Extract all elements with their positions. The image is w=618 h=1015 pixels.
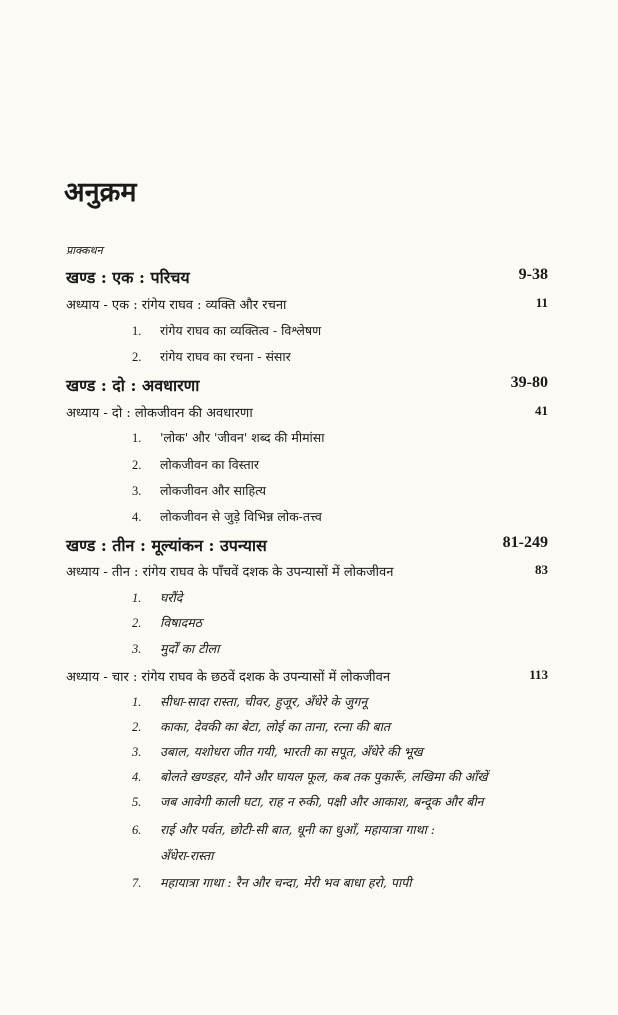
list-item-continuation: अँधेरा-रास्ता [160, 848, 214, 863]
chapter-title: अध्याय - एक : रांगेय राघव : व्यक्ति और रचना [66, 298, 287, 313]
page-number: 41 [535, 403, 548, 418]
item-text: बोलते खण्डहर, यौने और घायल फूल, कब तक पुकारूँ, लखिमा की आँखें [160, 769, 488, 784]
chapter-title: अध्याय - तीन : रांगेय राघव के पाँचवें दशक के उपन्यासों में लोकजीवन [66, 565, 394, 580]
item-number: 1. [132, 591, 142, 605]
list-item [132, 793, 548, 810]
item-text: 'लोक' और 'जीवन' शब्द की मीमांसा [160, 430, 325, 445]
page-number: 11 [535, 295, 548, 310]
item-number: 4. [132, 510, 142, 524]
item-number: 7. [132, 876, 142, 890]
page-title: अनुक्रम [64, 177, 137, 208]
section-title: खण्ड : दो : अवधारणा [66, 376, 200, 395]
item-text: घरौंदे [160, 590, 183, 605]
chapter-entry [66, 295, 548, 313]
item-text: लोकजीवन से जुड़े विभिन्न लोक-तत्त्व [160, 509, 322, 524]
list-item [132, 821, 548, 838]
item-number: 2. [132, 616, 142, 630]
list-item [132, 456, 548, 473]
list-item [132, 718, 548, 735]
list-item [132, 640, 548, 657]
chapter-entry [66, 562, 548, 580]
item-text: रांगेय राघव का रचना - संसार [160, 349, 291, 364]
list-item [132, 348, 548, 365]
section-title: खण्ड : एक : परिचय [66, 268, 190, 287]
item-text: मुर्दों का टीला [160, 641, 220, 656]
list-item [132, 589, 548, 606]
item-text: जब आवेगी काली घटा, राह न रुकी, पक्षी और आकाश, बन्दूक और बीन [160, 794, 484, 809]
chapter-title: अध्याय - चार : रांगेय राघव के छठवें दशक के उपन्यासों में लोकजीवन [66, 670, 391, 685]
page-number: 113 [529, 667, 548, 682]
section-heading [66, 534, 548, 556]
page-range: 9-38 [518, 266, 548, 283]
item-text: राई और पर्वत, छोटी-सी बात, धूनी का धुआँ, महायात्रा गाथा : [160, 822, 436, 837]
chapter-entry [66, 403, 548, 421]
item-number: 3. [132, 745, 142, 759]
page-range: 81-249 [502, 534, 548, 551]
item-number: 2. [132, 720, 142, 734]
item-number: 5. [132, 795, 142, 809]
item-number: 1. [132, 695, 142, 709]
item-number: 3. [132, 642, 142, 656]
list-item [132, 693, 548, 710]
list-item [132, 482, 548, 499]
item-number: 1. [132, 324, 142, 338]
list-item [132, 743, 548, 760]
item-number: 6. [132, 823, 142, 837]
item-number: 2. [132, 458, 142, 472]
item-text: महायात्रा गाथा : रैन और चन्दा, मेरी भव बाधा हरो, पापी [160, 875, 412, 890]
page-range: 39-80 [510, 374, 548, 391]
page-number: 83 [535, 562, 548, 577]
list-item [132, 322, 548, 339]
list-item [132, 508, 548, 525]
preface-entry: प्राक्कथन [66, 244, 103, 257]
item-text: सीधा-सादा रास्ता, चीवर, हुजूर, अँधेरे के जुगनू [160, 694, 368, 709]
item-text: रांगेय राघव का व्यक्तित्व - विश्लेषण [160, 323, 322, 338]
item-number: 3. [132, 484, 142, 498]
item-text: काका, देवकी का बेटा, लोई का ताना, रत्ना की बात [160, 719, 390, 734]
item-number: 2. [132, 350, 142, 364]
list-item [132, 614, 548, 631]
item-text: लोकजीवन और साहित्य [160, 483, 266, 498]
item-number: 1. [132, 431, 142, 445]
chapter-title: अध्याय - दो : लोकजीवन की अवधारणा [66, 406, 253, 421]
section-title: खण्ड : तीन : मूल्यांकन : उपन्यास [66, 536, 267, 555]
item-text: उबाल, यशोधरा जीत गयी, भारती का सपूत, अँधेरे की भूख [160, 744, 423, 759]
item-text: विषादमठ [160, 615, 203, 630]
list-item [132, 768, 548, 785]
chapter-entry [66, 667, 548, 685]
item-text: लोकजीवन का विस्तार [160, 457, 260, 472]
item-number: 4. [132, 770, 142, 784]
list-item [132, 874, 548, 891]
section-heading [66, 266, 548, 288]
section-heading [66, 374, 548, 396]
list-item [132, 429, 548, 446]
